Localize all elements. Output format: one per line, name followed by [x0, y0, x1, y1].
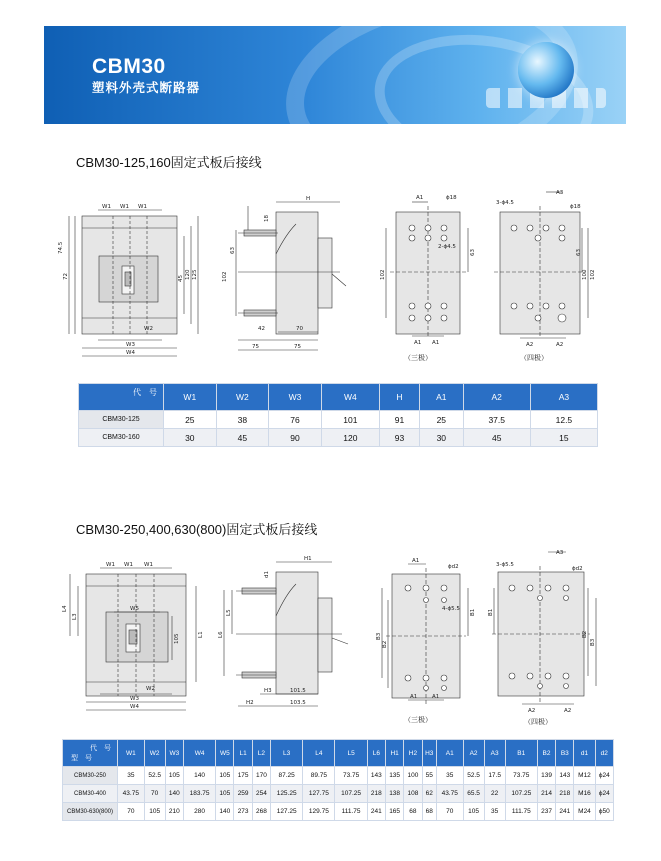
corner-code-label: 代 号 — [90, 745, 111, 752]
dim-label: W1 — [138, 204, 147, 210]
table-cell: 93 — [379, 429, 419, 447]
table-cell: 15 — [530, 429, 597, 447]
dim-label: W1 — [144, 562, 153, 568]
table-cell: 73.75 — [335, 767, 367, 785]
dim-label: 72 — [63, 273, 69, 280]
dim-label: B1 — [488, 608, 494, 616]
table-cell: 140 — [183, 767, 215, 785]
column-header: H — [379, 384, 419, 411]
product-name: 塑料外壳式断路器 — [92, 80, 201, 95]
dim-label: B2 — [382, 640, 388, 648]
dim-label: A2 — [526, 342, 534, 348]
model-cell: CBM30-125 — [79, 411, 164, 429]
model-cell: CBM30-160 — [79, 429, 164, 447]
dim-label: L3 — [72, 613, 78, 620]
dim-label: 3-ϕ4.5 — [496, 200, 514, 206]
dim-label: W2 — [144, 326, 153, 332]
dim-label: 102 — [590, 269, 596, 280]
column-header: B1 — [505, 740, 537, 767]
table-cell: 101 — [321, 411, 379, 429]
column-header: d1 — [574, 740, 595, 767]
dim-label: L6 — [218, 631, 224, 638]
corner-code-label: 代 号 — [133, 388, 157, 397]
dim-label: 63 — [230, 247, 236, 254]
column-header: A2 — [463, 740, 484, 767]
column-header: A2 — [463, 384, 530, 411]
table-cell: 105 — [463, 803, 484, 821]
table-cell: 140 — [165, 785, 183, 803]
table-header-row — [63, 740, 614, 767]
table-cell: 17.5 — [484, 767, 505, 785]
dim-label: ϕd2 — [448, 564, 459, 570]
dim-label: A2 — [528, 708, 536, 714]
table-cell: 52.5 — [463, 767, 484, 785]
table-cell: 280 — [183, 803, 215, 821]
dim-label: 125 — [192, 269, 198, 280]
table-cell: 12.5 — [530, 411, 597, 429]
table-cell: 111.75 — [505, 803, 537, 821]
caption-four-pole: （四极） — [524, 718, 552, 726]
table-cell: M16 — [574, 785, 595, 803]
column-header: L1 — [234, 740, 252, 767]
corner-model-label: 型 号 — [71, 755, 92, 762]
table-cell: 268 — [252, 803, 270, 821]
model-cell: CBM30-630(800) — [63, 803, 118, 821]
dim-label: A1 — [410, 694, 418, 700]
table-cell: 111.75 — [335, 803, 367, 821]
column-header: W1 — [118, 740, 145, 767]
dim-label: W1 — [120, 204, 129, 210]
table-cell: 35 — [118, 767, 145, 785]
caption-three-pole: （三极） — [404, 354, 432, 362]
table-cell: 45 — [463, 429, 530, 447]
table-cell: 273 — [234, 803, 252, 821]
dim-label: 103.5 — [290, 700, 306, 706]
table-cell: 143 — [367, 767, 385, 785]
column-header: H3 — [422, 740, 436, 767]
table-cell: 139 — [537, 767, 555, 785]
dim-label: B3 — [590, 638, 596, 646]
table-cell: 30 — [420, 429, 464, 447]
dim-label: H1 — [304, 556, 312, 562]
column-header: L2 — [252, 740, 270, 767]
dim-label: 75 — [252, 344, 259, 350]
table-cell: ϕ24 — [595, 767, 613, 785]
dim-label: B3 — [376, 632, 382, 640]
dim-label: ϕd2 — [572, 566, 583, 572]
column-header: B3 — [556, 740, 574, 767]
header-banner — [44, 26, 626, 124]
table-cell: 143 — [556, 767, 574, 785]
dim-label: 120 — [185, 269, 191, 280]
globe-icon — [518, 42, 574, 98]
dim-label: 42 — [258, 326, 265, 332]
dim-label: W4 — [130, 704, 139, 710]
dim-label: A1 — [414, 340, 422, 346]
table-corner-header — [79, 384, 164, 411]
dim-label: ϕ18 — [570, 204, 581, 210]
table-cell: 214 — [537, 785, 555, 803]
table-cell: 52.5 — [144, 767, 165, 785]
dim-label: W3 — [126, 342, 135, 348]
table-cell: 127.25 — [271, 803, 303, 821]
table-cell: 125.25 — [271, 785, 303, 803]
dim-label: 74.5 — [58, 241, 64, 254]
table-cell: 22 — [484, 785, 505, 803]
spec-table-2 — [62, 739, 614, 821]
caption-four-pole: （四极） — [520, 354, 548, 362]
product-model: CBM30 — [92, 55, 166, 78]
column-header: L4 — [303, 740, 335, 767]
column-header: A1 — [420, 384, 464, 411]
table-cell: 70 — [144, 785, 165, 803]
table-cell: 241 — [367, 803, 385, 821]
side-view-drawing-1 — [218, 194, 353, 358]
table-cell: 35 — [436, 767, 463, 785]
table-cell: 105 — [216, 785, 234, 803]
dim-label: 102 — [222, 271, 228, 282]
column-header: B2 — [537, 740, 555, 767]
dim-label: 3-ϕ5.5 — [496, 562, 514, 568]
table-cell: 76 — [269, 411, 322, 429]
table-cell: 90 — [269, 429, 322, 447]
dim-label: A1 — [416, 195, 424, 201]
column-header: A3 — [530, 384, 597, 411]
table-row — [63, 785, 614, 803]
table-cell: 183.75 — [183, 785, 215, 803]
table-row — [63, 767, 614, 785]
table-cell: 43.75 — [436, 785, 463, 803]
table-cell: 30 — [164, 429, 217, 447]
dim-label: A3 — [556, 190, 564, 196]
table-cell: 254 — [252, 785, 270, 803]
table-cell: 107.25 — [335, 785, 367, 803]
table-cell: 43.75 — [118, 785, 145, 803]
dim-label: H3 — [264, 688, 272, 694]
dim-label: A1 — [432, 340, 440, 346]
dim-label: 63 — [576, 249, 582, 256]
column-header: W4 — [321, 384, 379, 411]
table-cell: 108 — [404, 785, 422, 803]
three-pole-cutout-drawing-1 — [376, 186, 476, 366]
table-header-row — [79, 384, 598, 411]
table-cell: 68 — [404, 803, 422, 821]
table-cell: 70 — [118, 803, 145, 821]
table-cell: 138 — [385, 785, 403, 803]
table-row — [79, 429, 598, 447]
table-cell: M24 — [574, 803, 595, 821]
dim-label: A2 — [556, 342, 564, 348]
table-row — [79, 411, 598, 429]
column-header: A1 — [436, 740, 463, 767]
dim-label: 4-ϕ5.5 — [442, 606, 460, 612]
column-header: W2 — [144, 740, 165, 767]
table-cell: 65.5 — [463, 785, 484, 803]
table-cell: 55 — [422, 767, 436, 785]
dim-label: 100 — [582, 269, 588, 280]
table-cell: 218 — [556, 785, 574, 803]
column-header: H2 — [404, 740, 422, 767]
table-cell: 105 — [144, 803, 165, 821]
table-cell: ϕ24 — [595, 785, 613, 803]
table-row — [63, 803, 614, 821]
table-cell: 210 — [165, 803, 183, 821]
column-header: W2 — [216, 384, 269, 411]
column-header: L6 — [367, 740, 385, 767]
table-cell: 70 — [436, 803, 463, 821]
column-header: W1 — [164, 384, 217, 411]
section-title-1: CBM30-125,160固定式板后接线 — [76, 155, 262, 170]
dim-label: A2 — [564, 708, 572, 714]
table-cell: 129.75 — [303, 803, 335, 821]
table-cell: 218 — [367, 785, 385, 803]
spec-table-1 — [78, 383, 598, 447]
caption-three-pole: （三极） — [404, 716, 432, 724]
column-header: d2 — [595, 740, 613, 767]
column-header: W3 — [165, 740, 183, 767]
dim-label: W1 — [124, 562, 133, 568]
table-cell: 62 — [422, 785, 436, 803]
column-header: A3 — [484, 740, 505, 767]
table-cell: 38 — [216, 411, 269, 429]
table-cell: 25 — [164, 411, 217, 429]
dim-label: W2 — [146, 686, 155, 692]
dim-label: H — [306, 196, 311, 202]
table-cell: ϕ50 — [595, 803, 613, 821]
dim-label: A1 — [412, 558, 420, 564]
dim-label: 2-ϕ4.5 — [438, 244, 456, 250]
dim-label: W1 — [102, 204, 111, 210]
four-pole-cutout-drawing-1 — [490, 186, 600, 366]
table-cell: 175 — [234, 767, 252, 785]
table-cell: 241 — [556, 803, 574, 821]
four-pole-cutout-drawing-2 — [488, 546, 604, 726]
table-cell: 127.75 — [303, 785, 335, 803]
dim-label: A3 — [556, 550, 564, 556]
dim-label: L1 — [198, 631, 204, 638]
table-cell: 120 — [321, 429, 379, 447]
dim-label: 45 — [178, 275, 184, 282]
dim-label: W5 — [130, 606, 139, 612]
table-cell: 135 — [385, 767, 403, 785]
column-header: L5 — [335, 740, 367, 767]
dim-label: B1 — [470, 608, 476, 616]
front-view-drawing-2 — [56, 556, 216, 716]
column-header: H1 — [385, 740, 403, 767]
table-cell: 237 — [537, 803, 555, 821]
table-cell: 68 — [422, 803, 436, 821]
dim-label: d1 — [264, 571, 270, 578]
model-cell: CBM30-250 — [63, 767, 118, 785]
dim-label: L5 — [226, 609, 232, 616]
table-cell: 45 — [216, 429, 269, 447]
table-corner-header — [63, 740, 118, 767]
table-cell: 165 — [385, 803, 403, 821]
dim-label: 18 — [264, 215, 270, 222]
dim-label: W1 — [106, 562, 115, 568]
table-cell: 107.25 — [505, 785, 537, 803]
dim-label: W4 — [126, 350, 135, 356]
dim-label: 70 — [296, 326, 303, 332]
column-header: W3 — [269, 384, 322, 411]
table-cell: 105 — [165, 767, 183, 785]
table-cell: 25 — [420, 411, 464, 429]
dim-label: ϕ18 — [446, 195, 457, 201]
table-cell: 259 — [234, 785, 252, 803]
dim-label: W3 — [130, 696, 139, 702]
table-cell: 100 — [404, 767, 422, 785]
side-view-drawing-2 — [216, 554, 356, 720]
dim-label: 63 — [470, 249, 476, 256]
dim-label: 101.5 — [290, 688, 306, 694]
dim-label: A1 — [432, 694, 440, 700]
three-pole-cutout-drawing-2 — [368, 554, 478, 726]
column-header: L3 — [271, 740, 303, 767]
dim-label: 102 — [380, 269, 386, 280]
table-cell: 170 — [252, 767, 270, 785]
dim-label: B2 — [582, 630, 588, 638]
dim-label: 75 — [294, 344, 301, 350]
table-cell: 37.5 — [463, 411, 530, 429]
dim-label: H2 — [246, 700, 254, 706]
table-cell: 89.75 — [303, 767, 335, 785]
front-view-drawing-1 — [58, 196, 208, 358]
column-header: W4 — [183, 740, 215, 767]
table-cell: 91 — [379, 411, 419, 429]
table-cell: 140 — [216, 803, 234, 821]
table-cell: 105 — [216, 767, 234, 785]
column-header: W5 — [216, 740, 234, 767]
table-cell: 73.75 — [505, 767, 537, 785]
dim-label: L4 — [62, 605, 68, 612]
table-cell: 87.25 — [271, 767, 303, 785]
section-title-2: CBM30-250,400,630(800)固定式板后接线 — [76, 522, 318, 537]
table-cell: 35 — [484, 803, 505, 821]
table-cell: M12 — [574, 767, 595, 785]
model-cell: CBM30-400 — [63, 785, 118, 803]
dim-label: 105 — [174, 633, 180, 644]
